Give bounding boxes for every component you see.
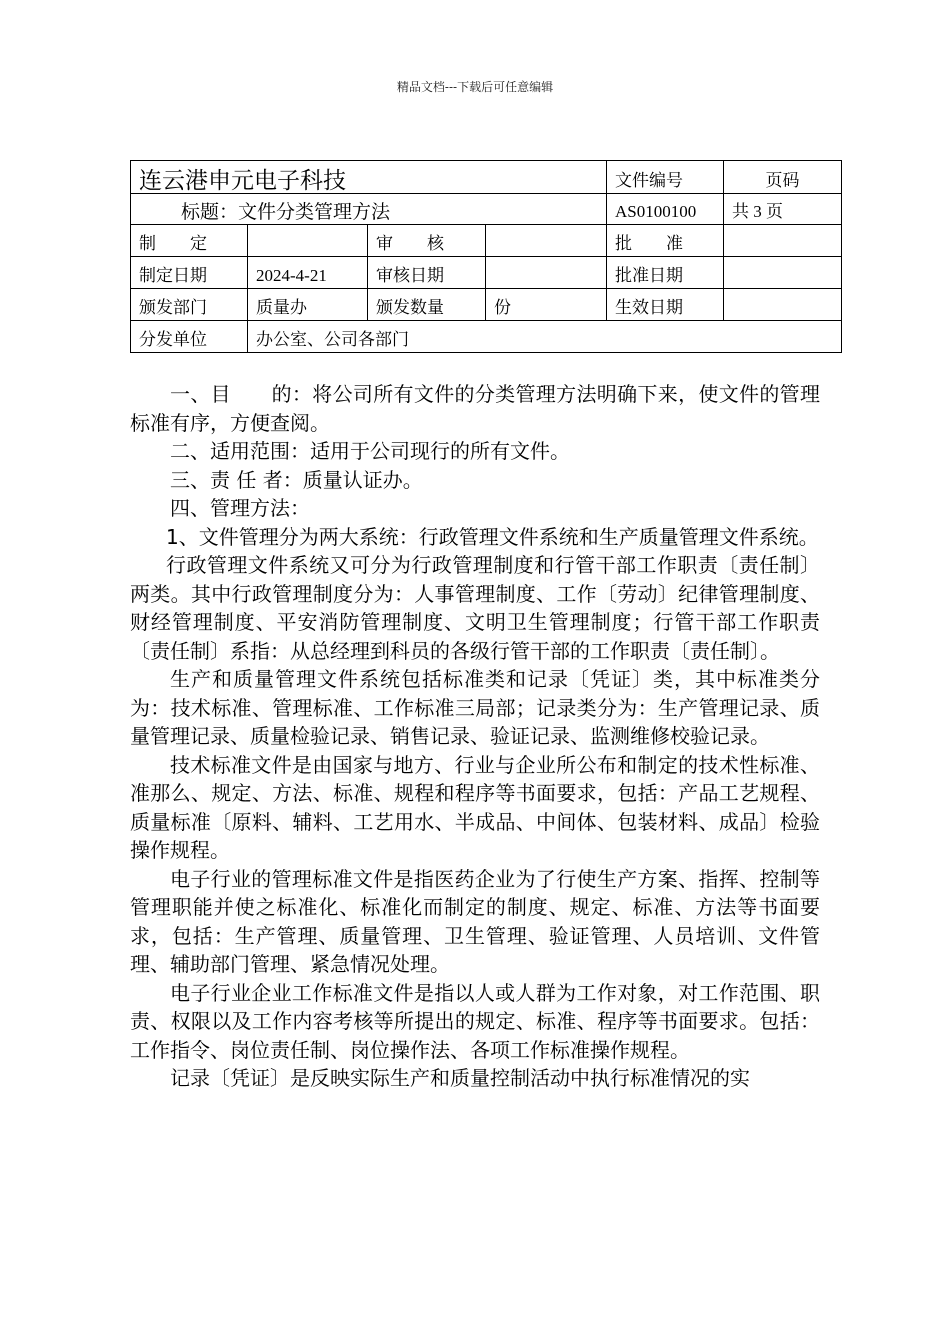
document-title: 标题：文件分类管理方法 — [131, 194, 607, 225]
review-date-value — [486, 257, 607, 289]
paragraph-admin-files: 行政管理文件系统又可分为行政管理制度和行管干部工作职责〔责任制〕两类。其中行政管理制度分为：人事管理制度、工作〔劳动〕纪律管理制度、财经管理制度、平安消防管理制度、文明卫生管理制度；行管干部工作职责〔责任制〕系指：从总经理到科员的各级行管干部的工作职责〔责任制〕。 — [130, 553, 820, 663]
document-info-table — [130, 160, 842, 353]
approve-date-label: 批准日期 — [607, 257, 724, 289]
draft-date-label: 制定日期 — [131, 257, 248, 289]
draft-date-value: 2024-4-21 — [248, 257, 368, 289]
draft-value — [248, 225, 368, 257]
document-body — [130, 380, 820, 1093]
section-responsible: 三、责 任 者：质量认证办。 — [170, 467, 423, 492]
paragraph-systems: 1、文件管理分为两大系统：行政管理文件系统和生产质量管理文件系统。 — [166, 524, 819, 549]
draft-label: 制 定 — [131, 225, 248, 257]
section-purpose: 一、目 的：将公司所有文件的分类管理方法明确下来，使文件的管理标准有序，方便查阅。 — [130, 382, 820, 435]
page-header: 精品文档---下载后可任意编辑 — [396, 80, 554, 94]
paragraph-technical-standards: 技术标准文件是由国家与地方、行业与企业所公布和制定的技术性标准、准那么、规定、方法、标准、规程和程序等书面要求，包括：产品工艺规程、质量标准〔原料、辅料、工艺用水、半成品、中间体、包装材料、成品〕检验操作规程。 — [130, 752, 820, 862]
approve-label: 批 准 — [607, 225, 724, 257]
file-no-value: AS0100100 — [607, 194, 724, 225]
section-scope: 二、适用范围：适用于公司现行的所有文件。 — [170, 439, 570, 463]
dist-label: 分发单位 — [131, 321, 248, 353]
paragraph-work-standards: 电子行业企业工作标准文件是指以人或人群为工作对象，对工作范围、职责、权限以及工作内容考核等所提出的规定、标准、程序等书面要求。包括：工作指令、岗位责任制、岗位操作法、各项工作标准操作规程。 — [130, 980, 820, 1062]
paragraph-management-standards: 电子行业的管理标准文件是指医药企业为了行使生产方案、指挥、控制等管理职能并使之标准化、标准化而制定的制度、规定、标准、方法等书面要求，包括：生产管理、质量管理、卫生管理、验证管理、人员培训、文件管理、辅助部门管理、紧急情况处理。 — [130, 866, 820, 976]
page-count: 共 3 页 — [724, 194, 842, 225]
review-value — [486, 225, 607, 257]
page-label: 页码 — [724, 161, 842, 194]
paragraph-records: 记录〔凭证〕是反映实际生产和质量控制活动中执行标准情况的实 — [170, 1066, 750, 1090]
section-method-heading: 四、管理方法： — [170, 496, 310, 520]
paragraph-production-files: 生产和质量管理文件系统包括标准类和记录〔凭证〕类，其中标准类分为：技术标准、管理标准、工作标准三局部；记录类分为：生产管理记录、质量管理记录、质量检验记录、销售记录、验证记录、监测维修校验记录。 — [130, 667, 820, 748]
file-no-label: 文件编号 — [607, 161, 724, 194]
issue-qty-value: 份 — [486, 289, 607, 321]
review-date-label: 审核日期 — [368, 257, 486, 289]
approve-date-value — [724, 257, 842, 289]
issue-dept-label: 颁发部门 — [131, 289, 248, 321]
issue-dept-value: 质量办 — [248, 289, 368, 321]
dist-value: 办公室、公司各部门 — [248, 321, 842, 353]
company-name: 连云港申元电子科技 — [131, 161, 607, 194]
approve-value — [724, 225, 842, 257]
effective-date-label: 生效日期 — [607, 289, 724, 321]
review-label: 审 核 — [368, 225, 486, 257]
issue-qty-label: 颁发数量 — [368, 289, 486, 321]
effective-date-value — [724, 289, 842, 321]
